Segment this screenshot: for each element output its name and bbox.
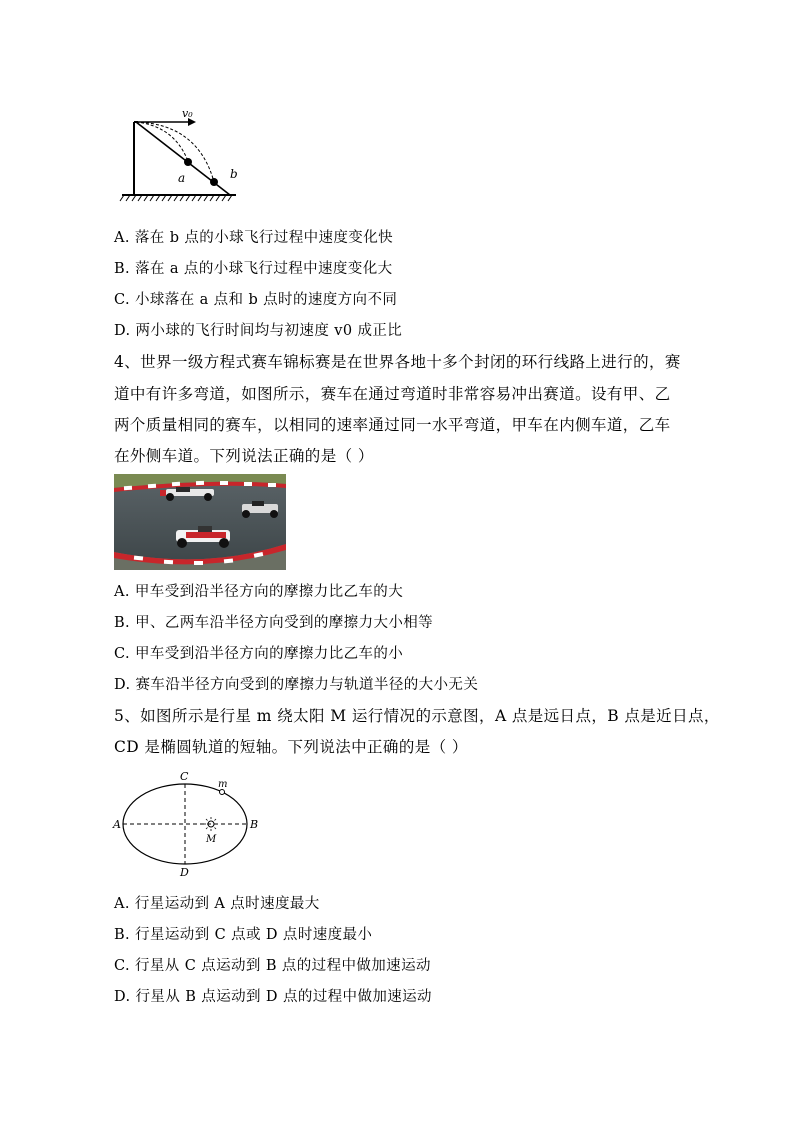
ball-a (184, 158, 192, 166)
point-a-label: a (178, 171, 186, 185)
q3-option-b: B. 落在 a 点的小球飞行过程中速度变化大 (114, 261, 393, 277)
q4-option-d: D. 赛车沿半径方向受到的摩擦力与轨道半径的大小无关 (114, 677, 479, 693)
point-b-label: b (230, 167, 238, 181)
q4-stem-line-1: 4、世界一级方程式赛车锦标赛是在世界各地十多个封闭的环行线路上进行的，赛 (114, 353, 681, 371)
q4-option-c: C. 甲车受到沿半径方向的摩擦力比乙车的小 (114, 646, 404, 662)
q5-option-a: A. 行星运动到 A 点时速度最大 (114, 896, 320, 912)
v0-label: v₀ (182, 107, 193, 120)
q4-stem-line-2: 道中有许多弯道，如图所示，赛车在通过弯道时非常容易冲出赛道。设有甲、乙 (114, 385, 671, 403)
q4-stem-line-4: 在外侧车道。下列说法正确的是（ ） (114, 447, 374, 465)
label-m: m (218, 779, 228, 790)
planet-orbit-figure (110, 768, 270, 878)
label-D: D (180, 866, 189, 878)
q5-option-c: C. 行星从 C 点运动到 B 点的过程中做加速运动 (114, 958, 431, 974)
q3-option-d: D. 两小球的飞行时间均与初速度 v0 成正比 (114, 323, 403, 339)
q3-option-c: C. 小球落在 a 点和 b 点时的速度方向不同 (114, 292, 398, 308)
ball-b (210, 178, 218, 186)
race-cars-photo (114, 474, 286, 570)
q3-option-a: A. 落在 b 点的小球飞行过程中速度变化快 (114, 230, 393, 246)
q4-option-a: A. 甲车受到沿半径方向的摩擦力比乙车的大 (114, 584, 404, 600)
label-B: B (250, 818, 259, 831)
planet-m (220, 790, 225, 795)
q5-option-d: D. 行星从 B 点运动到 D 点的过程中做加速运动 (114, 989, 432, 1005)
q4-option-b: B. 甲、乙两车沿半径方向受到的摩擦力大小相等 (114, 615, 434, 631)
label-C: C (180, 770, 189, 783)
q5-stem-line-2: CD 是椭圆轨道的短轴。下列说法中正确的是（ ） (114, 738, 468, 756)
q4-stem-line-3: 两个质量相同的赛车，以相同的速率通过同一水平弯道，甲车在内侧车道，乙车 (114, 416, 671, 434)
q5-option-b: B. 行星运动到 C 点或 D 点时速度最小 (114, 927, 373, 943)
incline-projectile-figure (118, 104, 240, 208)
label-M: M (206, 834, 217, 845)
q5-stem-line-1: 5、如图所示是行星 m 绕太阳 M 运行情况的示意图，A 点是远日点，B 点是近日点， (114, 707, 720, 725)
label-A: A (113, 818, 121, 831)
